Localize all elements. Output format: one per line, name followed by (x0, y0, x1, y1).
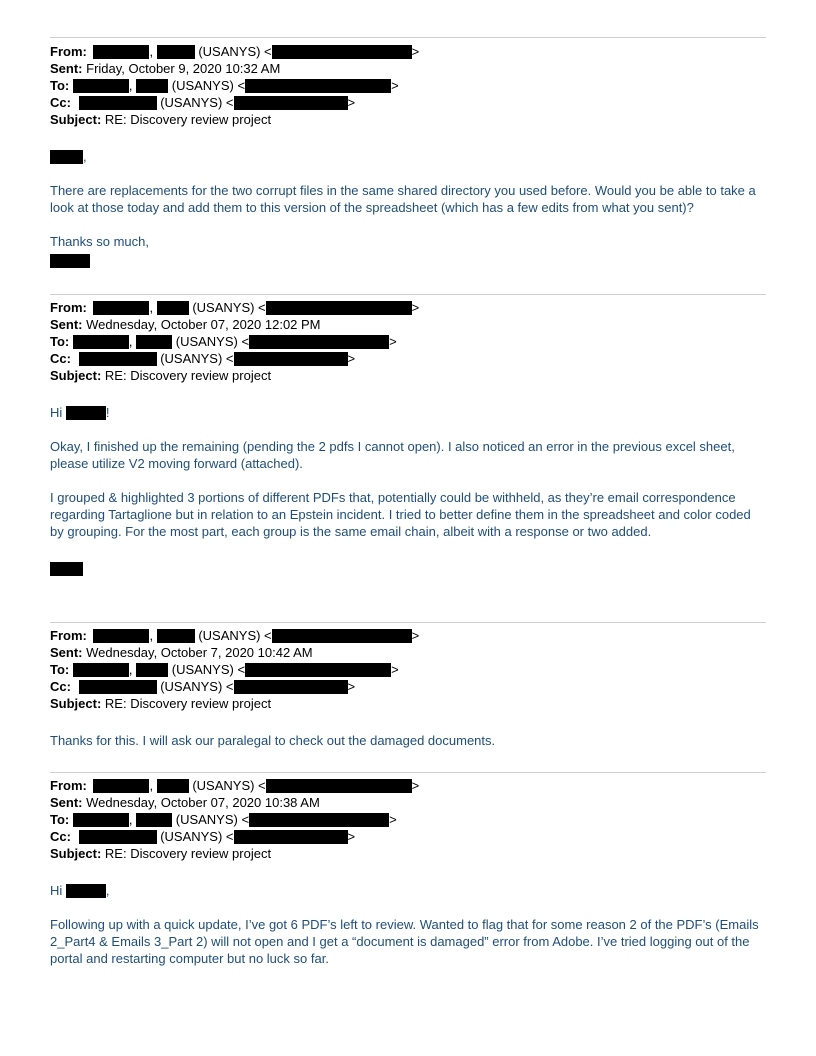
redaction (234, 352, 348, 366)
subject-line (50, 845, 766, 862)
to-line: To: , (USANYS) < > (50, 812, 397, 827)
redaction (157, 45, 195, 59)
from-line: From: , (USANYS) < > (50, 778, 420, 793)
redaction (93, 45, 149, 59)
sent-label: Sent: (50, 795, 83, 810)
greeting: Hi , (50, 883, 110, 898)
separator-rule (50, 772, 766, 773)
to-label: To: (50, 662, 70, 677)
subject-line (50, 367, 766, 384)
redaction (79, 830, 157, 844)
sent-value: Wednesday, October 07, 2020 10:38 AM (86, 795, 320, 810)
redaction (136, 663, 168, 677)
sent-value: Wednesday, October 7, 2020 10:42 AM (86, 645, 313, 660)
redaction (157, 629, 195, 643)
from-label: From: (50, 44, 87, 59)
sent-label: Sent: (50, 61, 83, 76)
to-label: To: (50, 812, 70, 827)
cc-label: Cc: (50, 679, 71, 694)
from-label: From: (50, 778, 87, 793)
redaction (73, 79, 129, 93)
subject-value: RE: Discovery review project (104, 846, 272, 861)
redaction (266, 301, 412, 315)
redaction (234, 96, 348, 110)
signature (50, 252, 766, 269)
email-paragraph: Thanks for this. I will ask our paralegal to check out the damaged documents. (50, 733, 496, 748)
sent-label: Sent: (50, 645, 83, 660)
redaction (249, 813, 389, 827)
from-label: From: (50, 628, 87, 643)
redaction (73, 663, 129, 677)
from-line: From: , (USANYS) < > (50, 44, 420, 59)
sent-value: Friday, October 9, 2020 10:32 AM (86, 61, 281, 76)
subject-line (50, 695, 766, 712)
subject-label: Subject: (50, 696, 102, 711)
redaction (245, 79, 391, 93)
redaction (234, 830, 348, 844)
redaction (79, 96, 157, 110)
sent-line (50, 60, 766, 77)
redaction (249, 335, 389, 349)
redaction (157, 301, 189, 315)
from-line: From: , (USANYS) < > (50, 300, 420, 315)
email-signoff: Thanks so much, (50, 234, 149, 249)
redaction (66, 884, 106, 898)
from-line: From: , (USANYS) < > (50, 628, 420, 643)
redaction (266, 779, 412, 793)
redaction (93, 301, 149, 315)
cc-label: Cc: (50, 829, 71, 844)
to-line: To: , (USANYS) < > (50, 334, 397, 349)
subject-label: Subject: (50, 368, 102, 383)
separator-rule (50, 294, 766, 295)
greeting: Hi ! (50, 405, 110, 420)
cc-line: Cc: (USANYS) < > (50, 829, 356, 844)
from-label: From: (50, 300, 87, 315)
redaction (79, 680, 157, 694)
subject-label: Subject: (50, 846, 102, 861)
separator-rule (50, 37, 766, 38)
to-line: To: , (USANYS) < > (50, 78, 399, 93)
subject-label: Subject: (50, 112, 102, 127)
sent-line (50, 644, 766, 661)
email-paragraph: Okay, I finished up the remaining (pending the 2 pdfs I cannot open). I also noticed an error in the previous excel sheet, please utilize V2 moving forward (attached). (50, 439, 735, 471)
cc-line: Cc: (USANYS) < > (50, 679, 356, 694)
subject-line (50, 111, 766, 128)
redaction (136, 335, 172, 349)
redaction (157, 779, 189, 793)
email-message (50, 43, 766, 269)
email-paragraph: I grouped & highlighted 3 portions of different PDFs that, potentially could be withheld, as they’re email correspondence regarding Tartaglione but in relation to an Epstein incident. I tried to better define them in the spreadsheet and color coded by grouping. For the most part, each group is the same email chain, albeit with a response or two added. (50, 490, 751, 539)
sent-label: Sent: (50, 317, 83, 332)
redaction (272, 45, 412, 59)
email-paragraph: There are replacements for the two corrupt files in the same shared directory you used before. Would you be able to take a look at those today and add them to this version of the spreadsheet (which has a few edits from what you sent)? (50, 183, 756, 215)
email-message (50, 299, 766, 577)
cc-line: Cc: (USANYS) < > (50, 351, 356, 366)
redaction (234, 680, 348, 694)
redaction (93, 629, 149, 643)
cc-line: Cc: (USANYS) < > (50, 95, 356, 110)
redaction (73, 335, 129, 349)
email-paragraph: Following up with a quick update, I’ve got 6 PDF’s left to review. Wanted to flag that for some reason 2 of the PDF’s (Emails 2_Part4 & Emails 3_Part 2) will not open and I get a “document is damaged” error from Adobe. I’ve tried logging out of the portal and restarting computer but no luck so far. (50, 917, 759, 966)
redaction (66, 406, 106, 420)
redaction (245, 663, 391, 677)
to-label: To: (50, 78, 70, 93)
email-message (50, 627, 766, 749)
subject-value: RE: Discovery review project (104, 696, 272, 711)
email-message (50, 777, 766, 967)
subject-value: RE: Discovery review project (104, 368, 272, 383)
sent-line (50, 316, 766, 333)
redaction (50, 254, 90, 268)
cc-label: Cc: (50, 95, 71, 110)
redaction (50, 150, 83, 164)
separator-rule (50, 622, 766, 623)
subject-value: RE: Discovery review project (104, 112, 272, 127)
to-label: To: (50, 334, 70, 349)
cc-label: Cc: (50, 351, 71, 366)
to-line: To: , (USANYS) < > (50, 662, 399, 677)
sent-value: Wednesday, October 07, 2020 12:02 PM (86, 317, 321, 332)
signature (50, 560, 766, 577)
redaction (93, 779, 149, 793)
redaction (272, 629, 412, 643)
redaction (73, 813, 129, 827)
sent-line (50, 794, 766, 811)
redaction (136, 79, 168, 93)
greeting: , (50, 148, 766, 165)
redaction (79, 352, 157, 366)
redaction (50, 562, 83, 576)
redaction (136, 813, 172, 827)
